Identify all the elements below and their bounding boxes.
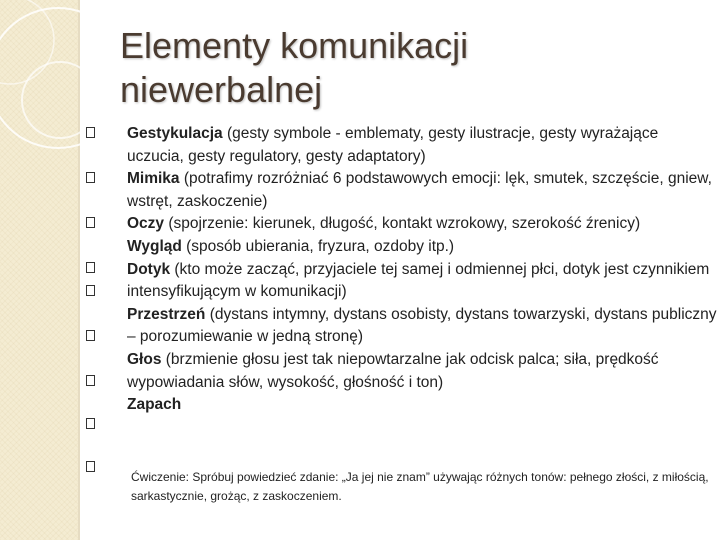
decorative-sidebar (0, 0, 78, 540)
list-item (127, 236, 717, 259)
item-text: (spojrzenie: kierunek, długość, kontakt wzrokowy, szerokość źrenicy) (164, 215, 641, 233)
list-item (127, 394, 717, 417)
item-text: (potrafimy rozróżniać 6 podstawowych emocji: lęk, smutek, szczęście, gniew, wstręt, zaskoczenie) (127, 170, 712, 210)
square-bullet-icon (86, 461, 95, 472)
bullet-list (127, 123, 717, 417)
list-item (127, 213, 717, 236)
square-bullet-icon (86, 217, 95, 228)
list-item (127, 304, 717, 349)
sidebar-divider (78, 0, 80, 540)
title-line-2: niewerbalnej (120, 69, 323, 110)
item-term: Oczy (127, 215, 165, 233)
list-item (127, 123, 717, 168)
item-text: (sposób ubierania, fryzura, ozdoby itp.) (181, 237, 455, 255)
square-bullet-icon (86, 285, 95, 296)
item-text: (dystans intymny, dystans osobisty, dystans towarzyski, dystans publiczny – porozumiewanie w jedną stronę) (127, 305, 717, 346)
item-term: Głos (127, 350, 162, 368)
square-bullet-icon (86, 418, 95, 429)
square-bullet-icon (86, 262, 95, 273)
item-term: Dotyk (127, 260, 171, 278)
item-term: Zapach (127, 396, 182, 414)
item-term: Gestykulacja (127, 125, 223, 142)
list-item (127, 259, 717, 304)
square-bullet-icon (86, 330, 95, 341)
item-text: (gesty symbole - emblematy, gesty ilustracje, gesty wyrażające uczucia, gesty regulatory, gesty adaptatory) (127, 125, 659, 165)
item-term: Wygląd (127, 237, 182, 255)
item-text: (kto może zacząć, przyjaciele tej samej i odmiennej płci, dotyk jest czynnikiem intensyfikującym w komunikacji) (127, 260, 710, 301)
square-bullet-icon (86, 172, 95, 183)
exercise-text: Ćwiczenie: Spróbuj powiedzieć zdanie: „Ja jej nie znam” używając różnych tonów: pełnego złości, z miłością, sarkastycznie, grożąc, z zaskoczeniem. (131, 470, 709, 503)
slide-title (120, 24, 680, 112)
square-bullet-icon (86, 375, 95, 386)
item-term: Przestrzeń (127, 305, 206, 323)
list-item (127, 168, 717, 213)
title-line-1: Elementy komunikacji (120, 25, 469, 66)
item-text: (brzmienie głosu jest tak niepowtarzalne jak odcisk palca; siła, prędkość wypowiadania słów, wysokość, głośność i ton) (127, 350, 659, 391)
list-item (127, 349, 717, 394)
square-bullet-icon (86, 127, 95, 138)
item-term: Mimika (127, 170, 180, 188)
